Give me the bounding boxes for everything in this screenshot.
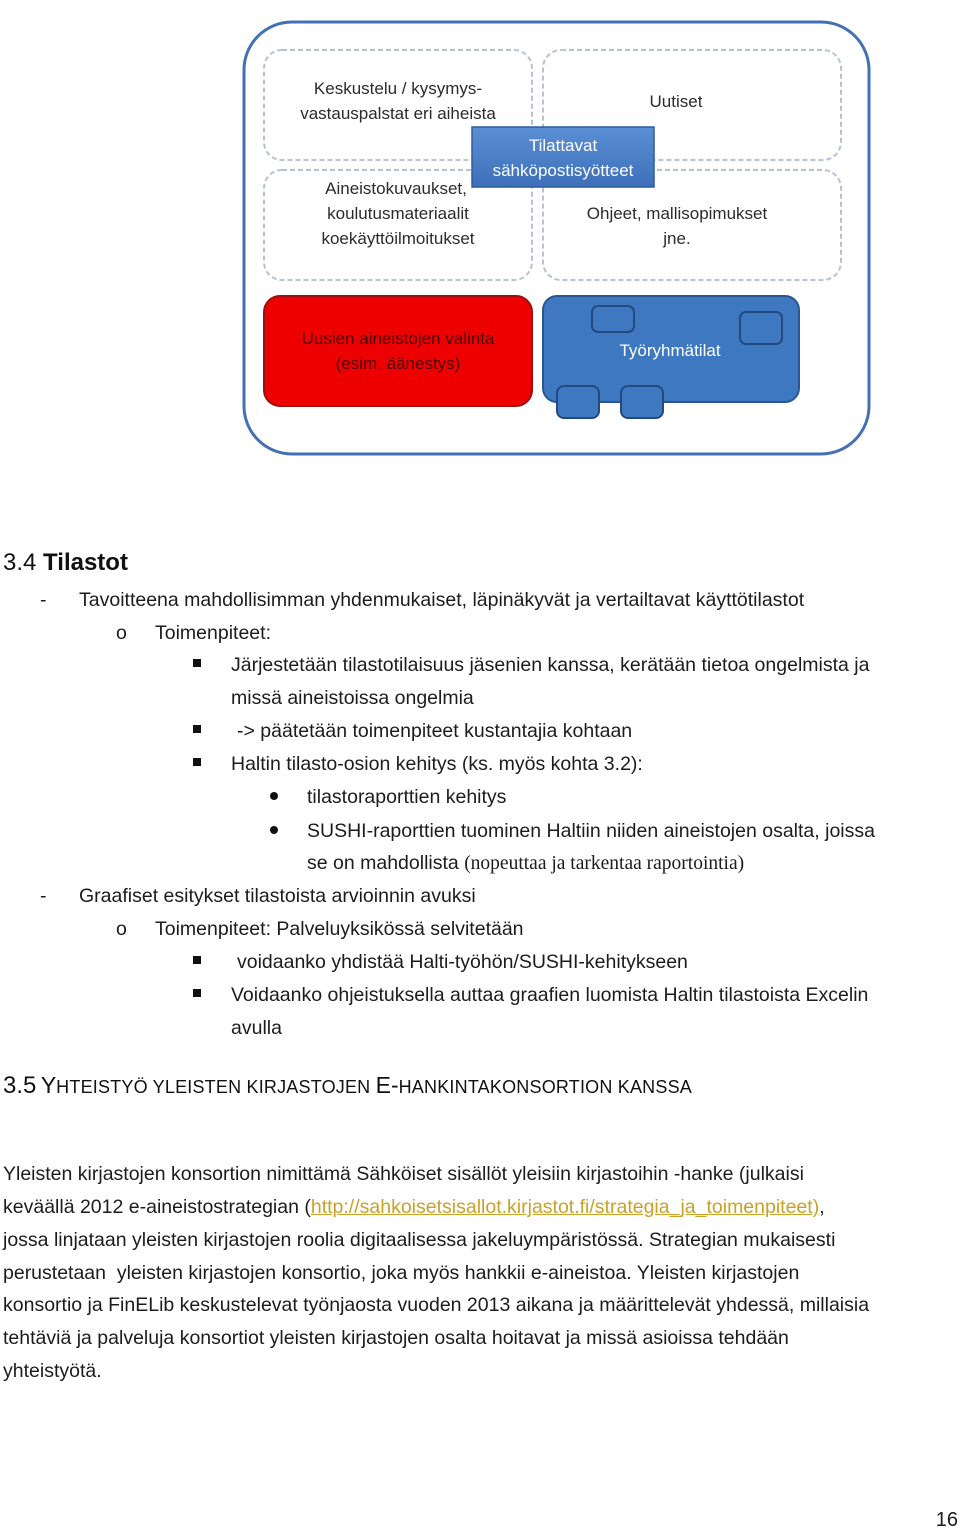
round-bullet-1 [270,792,278,800]
section-35-title-initial-2: E [375,1072,391,1098]
round-bullet-2 [270,826,278,834]
paragraph-line-2-text: keväällä 2012 e-aineistostrategian ( [3,1196,311,1218]
section-34-heading [3,549,128,577]
section-35-heading [3,1072,692,1100]
dash-bullet-1: - [40,589,47,611]
section-35-number: 3.5 [3,1072,37,1099]
materials-line-3: koekäyttöilmoitukset [321,229,475,248]
section-34-number: 3.4 [3,549,37,576]
paragraph-line-7: yhteistyötä. [3,1360,102,1382]
paragraph-line-6: tehtäviä ja palveluja konsortiot yleisten kirjastojen osalta hoitavat ja missä asioissa tehdään [3,1327,789,1349]
news-label: Uutiset [649,92,703,111]
goal-text: Tavoitteena mahdollisimman yhdenmukaiset, läpinäkyvät ja vertailtavat käyttötilastot [79,589,805,611]
paragraph-line-3: jossa linjataan yleisten kirjastojen roolia digitaalisessa jakeluympäristössä. Strategian mukaisesti [3,1229,836,1251]
paragraph-line-2-comma: , [819,1196,825,1218]
section-35-title-hyphen: - [390,1072,399,1098]
measure-2: -> päätetään toimenpiteet kustantajia kohtaan [237,720,633,742]
measure-1-line-1: Järjestetään tilastotilaisuus jäsenien kanssa, kerätään tietoa ongelmista ja [231,654,870,676]
subscribe-line-1: Tilattavat [528,136,598,155]
measure-5-line-2: avulla [231,1017,282,1039]
sub-item-2-text: se on mahdollista [307,852,459,874]
paragraph-line-5: konsortio ja FinELib keskustelevat työnjaosta vuoden 2013 aikana ja määrittelevät yhdessä, millaisia [3,1294,870,1316]
workgroup-tab-1 [592,306,634,332]
materials-line-2: koulutusmateriaalit [327,204,469,223]
sub-item-2-line-1: SUSHI-raporttien tuominen Haltiin niiden aineistojen osalta, joissa [307,820,875,842]
square-bullet-2 [193,725,201,733]
guides-line-2: jne. [663,229,691,248]
paragraph-line-4: perustetaan yleisten kirjastojen konsortio, joka myös hankkii e-aineistoa. Yleisten kirjastojen [3,1262,800,1284]
measures-label: Toimenpiteet: [155,622,271,644]
discussion-line-2: vastauspalstat eri aiheista [300,104,496,123]
measure-3: Haltin tilasto-osion kehitys (ks. myös kohta 3.2): [231,753,643,775]
selection-box [264,296,532,406]
discussion-line-1: Keskustelu / kysymys- [313,79,483,98]
measure-4: voidaanko yhdistää Halti-työhön/SUSHI-kehitykseen [237,951,688,973]
workgroup-tab-4 [621,386,663,418]
portal-diagram [0,0,960,470]
section-35-title-part-1: HTEISTYÖ YLEISTEN KIRJASTOJEN [56,1077,376,1097]
sub-item-2-note: (nopeuttaa ja tarkentaa raportointia) [464,853,745,874]
guides-line-1: Ohjeet, mallisopimukset [586,204,768,223]
strategy-link[interactable]: http://sahkoisetsisallot.kirjastot.fi/strategia_ja_toimenpiteet) [310,1196,820,1218]
section-35-title-part-2: HANKINTAKONSORTION KANSSA [398,1077,692,1097]
circle-bullet-1: o [116,622,127,644]
materials-line-1: Aineistokuvaukset, [325,179,467,198]
workgroup-tab-3 [557,386,599,418]
measure-5-line-1: Voidaanko ohjeistuksella auttaa graafien luomista Haltin tilastoista Excelin [231,984,869,1006]
square-bullet-4 [193,956,201,964]
page-number: 16 [935,1509,958,1531]
square-bullet-5 [193,989,201,997]
section-35-title-initial-1: Y [40,1072,57,1098]
section-34-title: Tilastot [43,549,128,576]
square-bullet-3 [193,758,201,766]
paragraph-line-2 [3,1195,825,1219]
graphs-text: Graafiset esitykset tilastoista arvioinnin avuksi [79,885,476,907]
workgroup-tab-2 [740,312,782,344]
workgroups-label: Työryhmätilat [619,341,721,360]
selection-line-2: (esim. äänestys) [335,354,461,373]
square-bullet-1 [193,659,201,667]
dash-bullet-2: - [40,885,47,907]
circle-bullet-2: o [116,918,127,940]
sub-item-1: tilastoraporttien kehitys [307,786,507,808]
subscribe-line-2: sähköpostisyötteet [492,161,634,180]
paragraph-line-1: Yleisten kirjastojen konsortion nimittämä Sähköiset sisällöt yleisiin kirjastoihin -hanke (julkaisi [3,1163,804,1185]
measure-1-line-2: missä aineistoissa ongelmia [231,687,474,709]
measures-2-label: Toimenpiteet: Palveluyksikössä selvitetään [155,918,524,940]
selection-line-1: Uusien aineistojen valinta [301,329,495,348]
sub-item-2-line-2 [307,851,744,876]
